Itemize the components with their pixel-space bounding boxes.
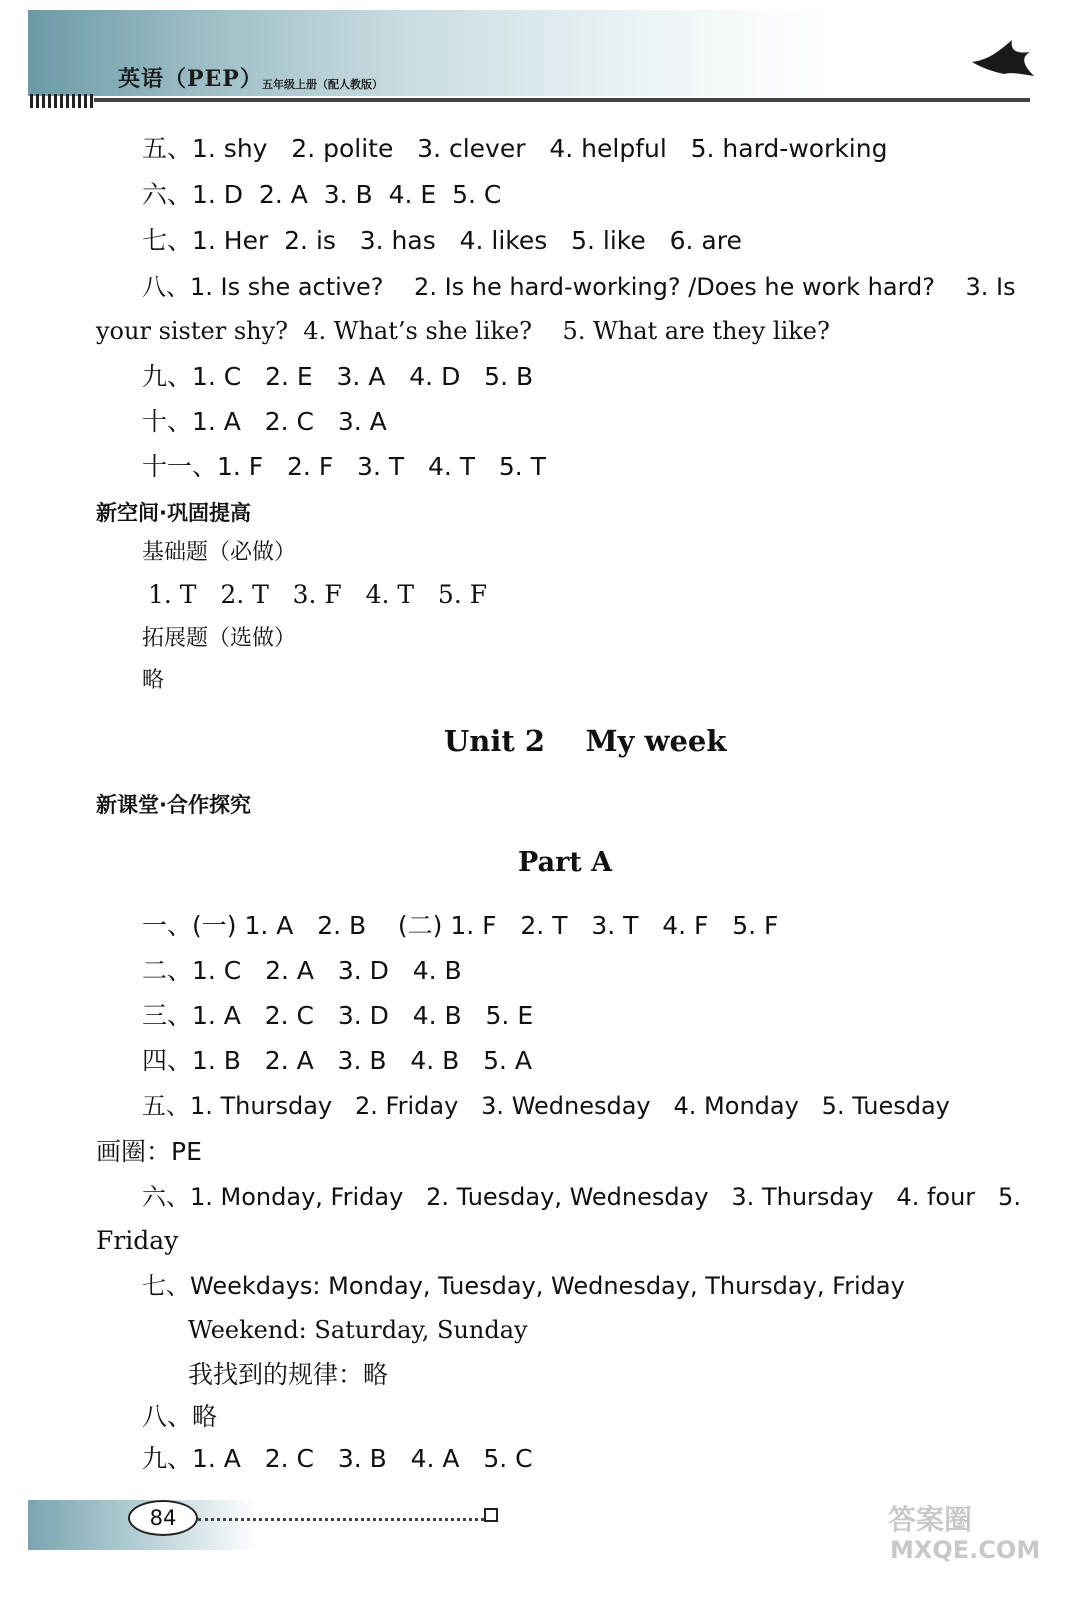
- answer-line-11: 十一、1. F 2. F 3. T 4. T 5. T: [142, 452, 546, 481]
- watermark-logo: 答案圈: [888, 1503, 973, 1536]
- basic-questions-heading: 基础题（必做）: [142, 540, 297, 565]
- answer-line-6-days: 六、1. Monday, Friday 2. Tuesday, Wednesday 3. Thursday 4. four 5.: [142, 1183, 1021, 1211]
- section-heading-consolidate: 新空间·巩固提高: [96, 501, 251, 525]
- extension-questions-heading: 拓展题（选做）: [142, 626, 297, 651]
- header-rule: [94, 98, 1030, 102]
- answer-line-7-rule: 我找到的规律：略: [188, 1360, 389, 1389]
- answer-line-2: 二、1. C 2. A 3. D 4. B: [142, 956, 462, 985]
- extension-answer: 略: [142, 668, 165, 693]
- page-number: 84: [128, 1500, 198, 1536]
- answer-line-1: 一、(一) 1. A 2. B (二) 1. F 2. T 3. T 4. F 5. F: [142, 911, 779, 940]
- answer-line-3: 三、1. A 2. C 3. D 4. B 5. E: [142, 1001, 534, 1030]
- page-header: [0, 0, 1079, 112]
- book-title: 英语（PEP）: [118, 66, 263, 92]
- answer-line-6-cont: Friday: [96, 1226, 179, 1255]
- footer-square-icon: [484, 1508, 498, 1522]
- swallow-emblem-icon: [968, 32, 1038, 92]
- answer-line-8-omitted: 八、略: [142, 1402, 218, 1431]
- footer-dotted-rule: [198, 1512, 484, 1521]
- answer-line-9: 九、1. C 2. E 3. A 4. D 5. B: [142, 362, 534, 391]
- book-subtitle: 五年级上册（配人教版）: [262, 78, 383, 91]
- answer-line-7-weekend: Weekend: Saturday, Sunday: [188, 1316, 528, 1344]
- header-decoration-bars: [30, 94, 94, 108]
- section-heading-explore: 新课堂·合作探究: [96, 793, 251, 817]
- answer-line-8: 八、1. Is she active? 2. Is he hard-working? /Does he work hard? 3. Is: [142, 273, 1016, 301]
- answer-line-7: 七、1. Her 2. is 3. has 4. likes 5. like 6. are: [142, 226, 742, 255]
- circle-answer: 画圈：PE: [96, 1137, 202, 1166]
- answer-line-7-weekdays: 七、Weekdays: Monday, Tuesday, Wednesday, Thursday, Friday: [142, 1272, 905, 1300]
- answer-line-6: 六、1. D 2. A 3. B 4. E 5. C: [142, 180, 502, 209]
- answer-line-4: 四、1. B 2. A 3. B 4. B 5. A: [142, 1046, 533, 1075]
- basic-answers-line: 1. T 2. T 3. F 4. T 5. F: [148, 580, 488, 609]
- unit-title: Unit 2 My week: [444, 724, 727, 758]
- answer-line-10: 十、1. A 2. C 3. A: [142, 407, 387, 436]
- answer-line-8-cont: your sister shy? 4. What’s she like? 5. What are they like?: [96, 317, 830, 345]
- answer-line-9-final: 九、1. A 2. C 3. B 4. A 5. C: [142, 1444, 533, 1473]
- answer-line-5-days: 五、1. Thursday 2. Friday 3. Wednesday 4. Monday 5. Tuesday: [142, 1092, 950, 1120]
- part-title: Part A: [518, 847, 613, 878]
- answer-line-5: 五、1. shy 2. polite 3. clever 4. helpful 5. hard-working: [142, 134, 888, 163]
- watermark-url: MXQE.COM: [890, 1536, 1041, 1564]
